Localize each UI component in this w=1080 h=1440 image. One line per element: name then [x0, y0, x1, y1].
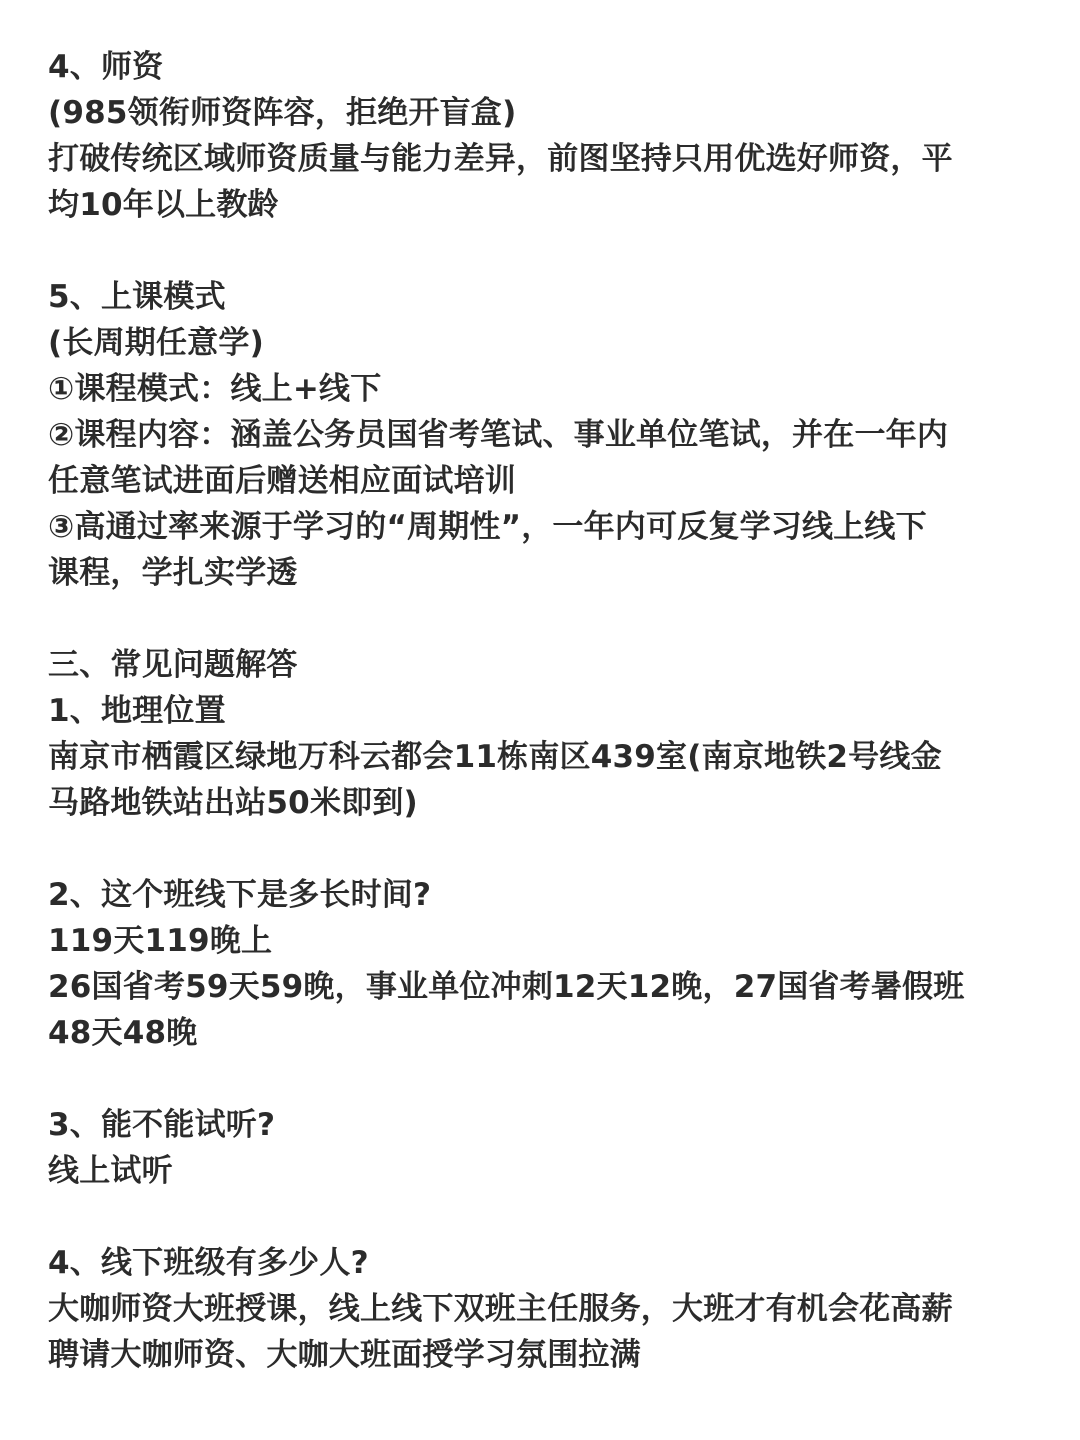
spacer [48, 596, 1048, 642]
faculty-subtitle: (985领衔师资阵容，拒绝开盲盒) [48, 95, 517, 131]
section-heading-faq: 三、常见问题解答 [48, 647, 298, 683]
class-mode-subtitle: (长周期任意学) [48, 325, 264, 361]
faculty-text-line-2: 均10年以上教龄 [48, 187, 279, 223]
class-mode-item-3-line-2: 课程，学扎实学透 [48, 555, 298, 591]
faq-question-trial: 3、能不能试听? [48, 1107, 276, 1143]
faq-answer-location-line-2: 马路地铁站出站50米即到) [48, 785, 418, 821]
faq-answer-duration-line-2: 26国省考59天59晚，事业单位冲刺12天12晚，27国省考暑假班 [48, 969, 965, 1005]
spacer [48, 1194, 1048, 1240]
section-heading-faculty: 4、师资 [48, 49, 164, 85]
class-mode-item-3-line-1: ③高通过率来源于学习的“周期性”，一年内可反复学习线上线下 [48, 509, 927, 545]
class-mode-item-2-line-1: ②课程内容：涵盖公务员国省考笔试、事业单位笔试，并在一年内 [48, 417, 949, 453]
document-body [48, 44, 1048, 1378]
faq-answer-class-size-line-2: 聘请大咖师资、大咖大班面授学习氛围拉满 [48, 1337, 641, 1373]
faq-answer-class-size-line-1: 大咖师资大班授课，线上线下双班主任服务，大班才有机会花高薪 [48, 1291, 953, 1327]
faq-answer-trial: 线上试听 [48, 1153, 173, 1189]
spacer [48, 826, 1048, 872]
faculty-text-line-1: 打破传统区域师资质量与能力差异，前图坚持只用优选好师资，平 [48, 141, 953, 177]
faq-question-location: 1、地理位置 [48, 693, 226, 729]
faq-question-class-size: 4、线下班级有多少人? [48, 1245, 369, 1281]
class-mode-item-2-line-2: 任意笔试进面后赠送相应面试培训 [48, 463, 516, 499]
faq-answer-location-line-1: 南京市栖霞区绿地万科云都会11栋南区439室(南京地铁2号线金 [48, 739, 942, 775]
faq-question-duration: 2、这个班线下是多长时间? [48, 877, 432, 913]
spacer [48, 228, 1048, 274]
faq-answer-duration-line-3: 48天48晚 [48, 1015, 198, 1051]
faq-answer-duration-line-1: 119天119晚上 [48, 923, 273, 959]
class-mode-item-1: ①课程模式：线上+线下 [48, 371, 382, 407]
spacer [48, 1056, 1048, 1102]
section-heading-class-mode: 5、上课模式 [48, 279, 226, 315]
